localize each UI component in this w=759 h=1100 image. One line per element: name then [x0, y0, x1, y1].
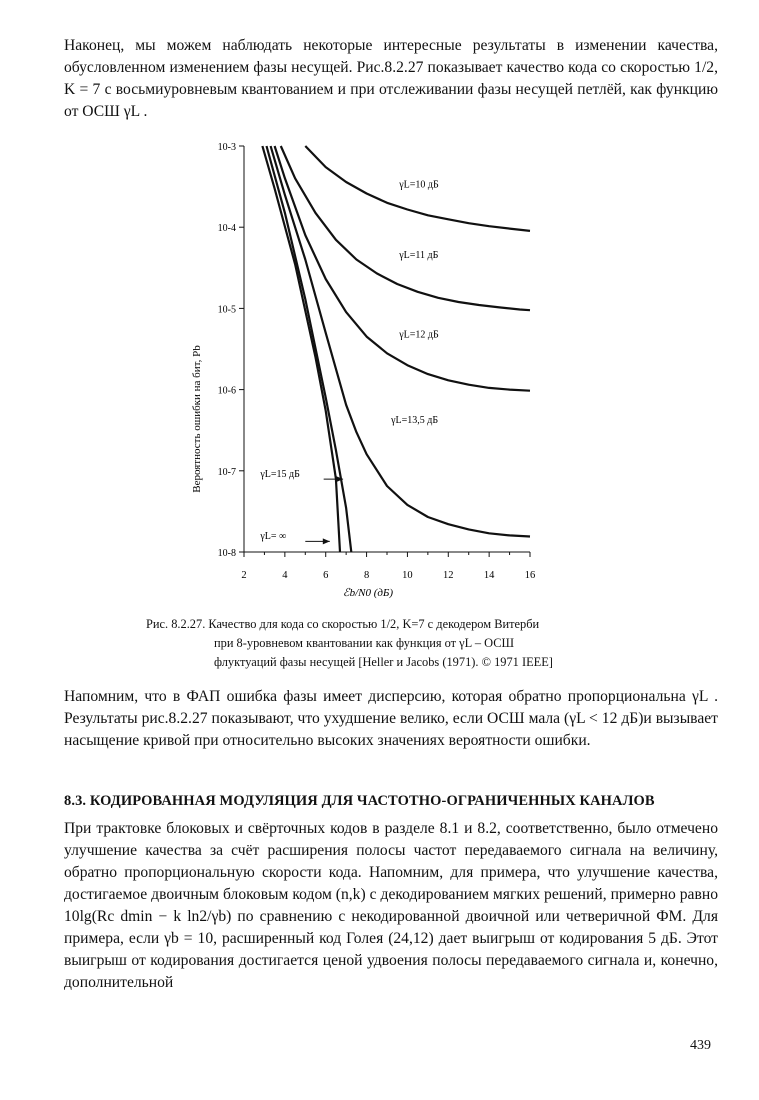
phase-error-paragraph: Напомним, что в ФАП ошибка фазы имеет дисперсию, которая обратно пропорциональна γL . Результаты рис.8.2.27 показывают, что ухудшение велико, если ОСШ мала (γL < 12 дБ)и вызывает насыщение кривой при относительно высоких значениях вероятности ошибки.: [64, 688, 718, 749]
curve-1: [281, 146, 530, 310]
page-number: 439: [690, 1038, 711, 1053]
y-axis-label: Вероятность ошибки на бит, Pb: [191, 345, 203, 493]
coded-modulation-paragraph: При трактовке блоковых и свёрточных кодов в разделе 8.1 и 8.2, соответственно, было отмечено улучшение качества за счёт расширения полосы частот передаваемого сигнала на величину, обратно пропорциональную скорости кода. Напомним, для примера, что улучшение качества, достигаемое двоичным блоковым кодом (n,k) с декодированием мягких решений, примерно равно 10lg(Rc dmin − k ln2/γb) по сравнению с некодированной двоичной или четверичной ФМ. Для примера, если γb = 10, расширенный код Голея (24,12) дает выигрыш от кодирования 5 дБ. Этот выигрыш от кодирования достигается ценой удвоения полосы передаваемого сигнала и, конечно, дополнительной: [64, 820, 718, 991]
intro-paragraph: Наконец, мы можем наблюдать некоторые интересные результаты в изменении качества, обусловленном изменением фазы несущей. Рис.8.2.27 показывает качество кода со скоростью 1/2, K = 7 с восьмиуровневым квантованием и при отслеживании фазы несущей петлёй, как функцию от ОСШ γL .: [64, 37, 718, 120]
section-heading: 8.3. КОДИРОВАННАЯ МОДУЛЯЦИЯ ДЛЯ ЧАСТОТНО-ОГРАНИЧЕННЫХ КАНАЛОВ: [64, 793, 655, 809]
x-axis-label: ℰb/N0 (дБ): [342, 587, 394, 599]
x-tick-label: 6: [323, 570, 329, 581]
arrow-inf-head: [323, 538, 330, 544]
chart-curves: [262, 146, 530, 552]
y-tick-label: 10-8: [217, 548, 236, 559]
curve-label-3: γL=13,5 дБ: [391, 414, 439, 426]
caption-line-1: Рис. 8.2.27. Качество для кода со скоростью 1/2, K=7 с декодером Витерби: [146, 617, 540, 631]
caption-line-2: при 8-уровневом квантовании как функция от γL – ОСШ: [214, 636, 515, 650]
y-tick-label: 10-6: [217, 385, 236, 397]
x-tick-label: 12: [443, 570, 454, 581]
caption-line-3: флуктуаций фазы несущей [Heller и Jacobs (1971). © 1971 IEEE]: [214, 655, 553, 669]
figure-caption: [146, 615, 626, 672]
curve-label-4: γL=15 дБ: [260, 468, 300, 480]
y-tick-label: 10-7: [217, 466, 236, 478]
curve-label-2: γL=12 дБ: [399, 329, 439, 341]
curve-label-0: γL=10 дБ: [399, 179, 439, 191]
chart-axes: [244, 146, 530, 552]
x-tick-label: 10: [402, 570, 413, 581]
y-tick-label: 10-3: [217, 142, 236, 153]
y-tick-label: 10-5: [217, 304, 236, 316]
curve-5: [262, 146, 340, 552]
y-tick-label: 10-4: [217, 223, 236, 235]
x-tick-label: 2: [241, 570, 247, 581]
curve-label-5: γL= ∞: [260, 530, 287, 542]
x-tick-label: 8: [363, 570, 370, 581]
curve-label-1: γL=11 дБ: [399, 249, 439, 261]
ber-chart: [186, 134, 546, 608]
chart-ticks: [218, 142, 536, 581]
x-tick-label: 16: [524, 570, 536, 581]
x-tick-label: 4: [282, 570, 288, 581]
x-tick-label: 14: [483, 570, 495, 581]
